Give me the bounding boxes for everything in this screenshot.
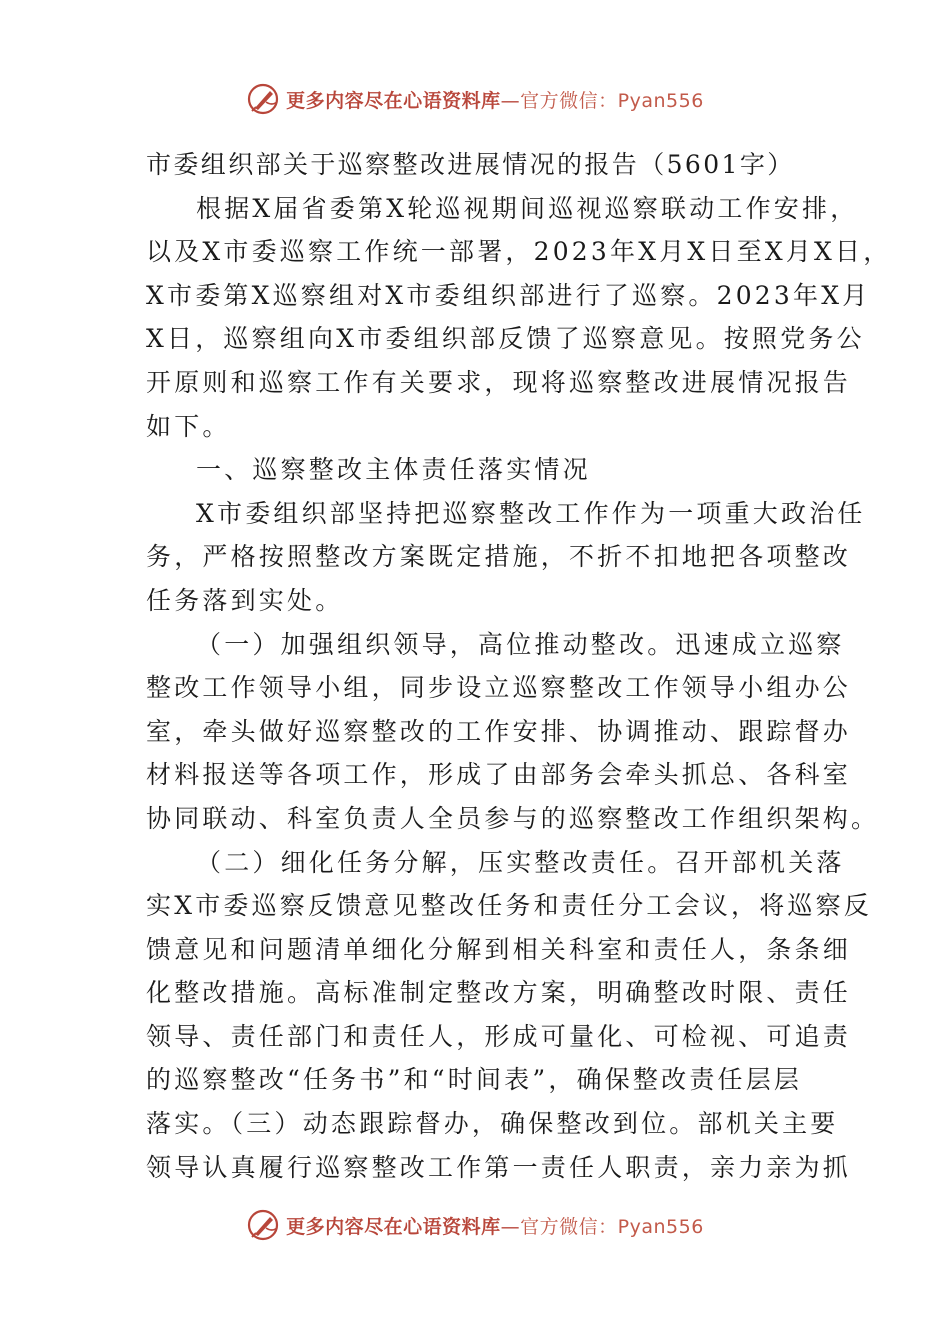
quill-pen-logo-icon xyxy=(246,82,280,116)
paragraph-line: 整改工作领导小组，同步设立巡察整改工作领导小组办公 xyxy=(146,673,852,703)
paragraph-line: 室，牵头做好巡察整改的工作安排、协调推动、跟踪督办 xyxy=(146,716,852,746)
paragraph-line: 如下。 xyxy=(146,411,231,441)
document-title: 市委组织部关于巡察整改进展情况的报告（5601字） xyxy=(146,150,795,179)
paragraph-line: X日，巡察组向X市委组织部反馈了巡察意见。按照党务公 xyxy=(146,324,865,354)
paragraph-line: X市委组织部坚持把巡察整改工作作为一项重大政治任 xyxy=(196,498,866,528)
quill-pen-logo-icon xyxy=(246,1208,280,1242)
paragraph-line: （二）细化任务分解，压实整改责任。召开部机关落 xyxy=(196,847,845,877)
paragraph-line: 的巡察整改“任务书”和“时间表”，确保整改责任层层 xyxy=(146,1065,803,1095)
paragraph-line: 领导认真履行巡察整改工作第一责任人职责，亲力亲为抓 xyxy=(146,1152,852,1182)
banner-dash: — xyxy=(500,89,521,112)
paragraph-line: X市委第X巡察组对X市委组织部进行了巡察。2023年X月 xyxy=(146,280,871,310)
paragraph-line: 化整改措施。高标准制定整改方案，明确整改时限、责任 xyxy=(146,978,852,1008)
banner-text xyxy=(286,1212,704,1239)
banner-contact: 官方微信：Pyan556 xyxy=(520,1215,704,1238)
document-body xyxy=(146,143,892,1189)
paragraph-line: 开原则和巡察工作有关要求，现将巡察整改进展情况报告 xyxy=(146,367,852,397)
section-heading: 一、巡察整改主体责任落实情况 xyxy=(196,455,591,485)
banner-brand: 更多内容尽在心语资料库 xyxy=(286,1215,501,1238)
banner-brand: 更多内容尽在心语资料库 xyxy=(286,89,501,112)
banner-text xyxy=(286,86,704,113)
paragraph-line: 任务落到实处。 xyxy=(146,585,344,615)
paragraph-line: 务，严格按照整改方案既定措施，不折不扣地把各项整改 xyxy=(146,542,852,572)
paragraph-line: 以及X市委巡察工作统一部署，2023年X月X日至X月X日， xyxy=(146,237,892,267)
header-banner xyxy=(0,82,950,116)
paragraph-line: 根据X届省委第X轮巡视期间巡视巡察联动工作安排， xyxy=(196,193,859,223)
paragraph-line: 协同联动、科室负责人全员参与的巡察整改工作组织架构。 xyxy=(146,803,880,833)
paragraph-line: 落实。（三）动态跟踪督办，确保整改到位。部机关主要 xyxy=(146,1109,839,1139)
banner-contact: 官方微信：Pyan556 xyxy=(520,89,704,112)
paragraph-line: 领导、责任部门和责任人，形成可量化、可检视、可追责 xyxy=(146,1021,852,1051)
banner-dash: — xyxy=(500,1215,521,1238)
footer-banner xyxy=(0,1208,950,1242)
paragraph-line: （一）加强组织领导，高位推动整改。迅速成立巡察 xyxy=(196,629,845,659)
paragraph-line: 馈意见和问题清单细化分解到相关科室和责任人，条条细 xyxy=(146,934,852,964)
paragraph-line: 材料报送等各项工作，形成了由部务会牵头抓总、各科室 xyxy=(146,760,852,790)
paragraph-line: 实X市委巡察反馈意见整改任务和责任分工会议，将巡察反 xyxy=(146,891,873,921)
